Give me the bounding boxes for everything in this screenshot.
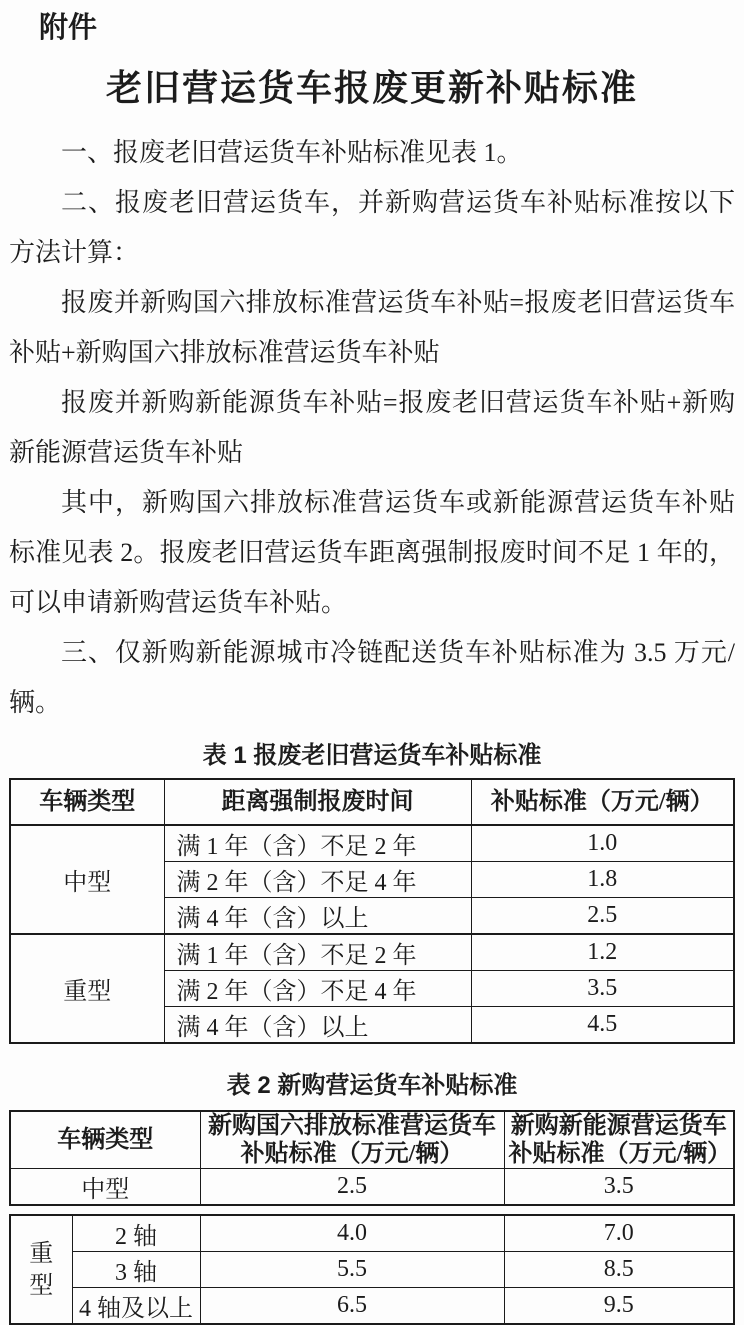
paragraph-3: 报废并新购国六排放标准营运货车补贴=报废老旧营运货车补贴+新购国六排放标准营运货车补贴 [9, 288, 735, 367]
time-range-cell: 满 1 年（含）不足 2 年 [164, 825, 471, 862]
axle-type-cell: 4 轴及以上 [72, 1288, 200, 1325]
subsidy-value-cell: 4.5 [471, 1007, 734, 1044]
document-title: 老旧营运货车报废更新补贴标准 [105, 68, 638, 108]
time-range-cell: 满 2 年（含）不足 4 年 [164, 862, 471, 898]
axle-type-cell: 3 轴 [72, 1252, 200, 1288]
table-row [10, 1288, 734, 1325]
vehicle-type-cell-medium: 中型 [10, 1169, 200, 1206]
subsidy-value-cell: 8.5 [504, 1252, 734, 1288]
table2-new-purchase-subsidy-heavy [9, 1214, 735, 1325]
axle-type-cell: 2 轴 [72, 1215, 200, 1252]
time-range-cell: 满 1 年（含）不足 2 年 [164, 934, 471, 971]
table2-header-guo6-subsidy: 新购国六排放标准营运货车补贴标准（万元/辆） [200, 1111, 504, 1169]
table-row [10, 1169, 734, 1206]
subsidy-value-cell: 3.5 [504, 1169, 734, 1206]
subsidy-value-cell: 3.5 [471, 971, 734, 1007]
attachment-label: 附件 [39, 12, 98, 44]
paragraph-2: 二、报废老旧营运货车，并新购营运货车补贴标准按以下方法计算： [9, 188, 735, 267]
table2-caption: 表 2 新购营运货车补贴标准 [226, 1072, 518, 1099]
paragraph-6: 三、仅新购新能源城市冷链配送货车补贴标准为 3.5 万元/辆。 [9, 638, 735, 717]
subsidy-value-cell: 4.0 [200, 1215, 504, 1252]
subsidy-value-cell: 2.5 [200, 1169, 504, 1206]
table2-header-row [10, 1111, 734, 1169]
vehicle-type-cell-heavy [10, 1215, 72, 1324]
paragraph-1: 一、报废老旧营运货车补贴标准见表 1。 [61, 138, 523, 167]
paragraph-4: 报废并新购新能源货车补贴=报废老旧营运货车补贴+新购新能源营运货车补贴 [9, 388, 735, 467]
table1-header-time-to-mandatory-scrap: 距离强制报废时间 [164, 779, 471, 825]
table1-header-row [10, 779, 734, 825]
subsidy-value-cell: 1.2 [471, 934, 734, 971]
table-row [10, 1215, 734, 1252]
table2-section-gap [9, 1206, 735, 1214]
table2-new-purchase-subsidy-upper [9, 1110, 735, 1206]
table1-header-subsidy-standard: 补贴标准（万元/辆） [471, 779, 734, 825]
table1-header-vehicle-type: 车辆类型 [10, 779, 164, 825]
table-row [10, 825, 734, 862]
paragraph-5: 其中，新购国六排放标准营运货车或新能源营运货车补贴标准见表 2。报废老旧营运货车距离强制报废时间不足 1 年的，可以申请新购营运货车补贴。 [9, 488, 735, 617]
time-range-cell: 满 2 年（含）不足 4 年 [164, 971, 471, 1007]
subsidy-value-cell: 9.5 [504, 1288, 734, 1325]
subsidy-value-cell: 1.0 [471, 825, 734, 862]
table-row [10, 1252, 734, 1288]
vehicle-type-cell-heavy: 重型 [10, 934, 164, 1043]
subsidy-value-cell: 2.5 [471, 898, 734, 935]
time-range-cell: 满 4 年（含）以上 [164, 898, 471, 935]
heavy-type-vertical-label: 重型 [29, 1240, 54, 1299]
table2-header-vehicle-type: 车辆类型 [10, 1111, 200, 1169]
table1-scrap-subsidy [9, 778, 735, 1044]
table-row [10, 934, 734, 971]
subsidy-value-cell: 6.5 [200, 1288, 504, 1325]
time-range-cell: 满 4 年（含）以上 [164, 1007, 471, 1044]
table1-caption: 表 1 报废老旧营运货车补贴标准 [202, 742, 542, 769]
vehicle-type-cell-medium: 中型 [10, 825, 164, 934]
subsidy-value-cell: 5.5 [200, 1252, 504, 1288]
table2-header-nev-subsidy: 新购新能源营运货车补贴标准（万元/辆） [504, 1111, 734, 1169]
subsidy-value-cell: 1.8 [471, 862, 734, 898]
subsidy-value-cell: 7.0 [504, 1215, 734, 1252]
